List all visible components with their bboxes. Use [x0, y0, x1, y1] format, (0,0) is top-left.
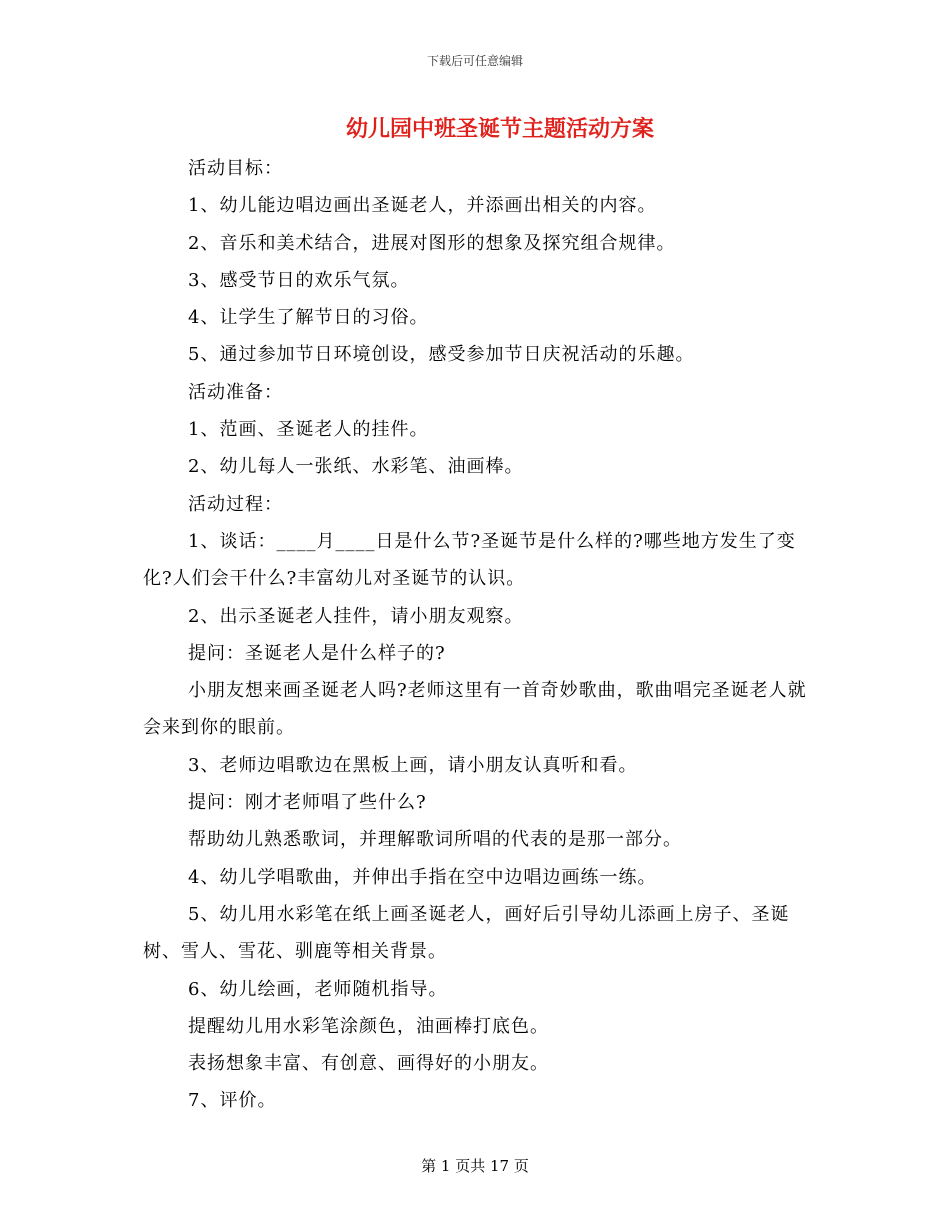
- header-note: 下载后可任意编辑: [426, 54, 523, 68]
- paragraph: 提问：刚才老师唱了些什么?: [188, 792, 427, 814]
- paragraph: 活动目标：: [188, 158, 283, 179]
- paragraph: 3、老师边唱歌边在黑板上画，请小朋友认真听和看。: [188, 754, 638, 776]
- paragraph: 1、谈话：____月____日是什么节?圣诞节是什么样的?哪些地方发生了变化?人们会干什么?丰富幼儿对圣诞节的认识。: [143, 530, 796, 590]
- paragraph: 5、幼儿用水彩笔在纸上画圣诞老人，画好后引导幼儿添画上房子、圣诞树、雪人、雪花、驯鹿等相关背景。: [143, 903, 790, 963]
- paragraph: 活动过程：: [188, 493, 283, 515]
- paragraph: 提醒幼儿用水彩笔涂颜色，油画棒打底色。: [188, 1015, 549, 1037]
- document-body: [143, 150, 823, 1120]
- paragraph: 3、感受节日的欢乐气氛。: [188, 269, 410, 291]
- paragraph: 6、幼儿绘画，老师随机指导。: [188, 978, 448, 1000]
- paragraph: 活动准备：: [188, 381, 283, 403]
- paragraph: 小朋友想来画圣诞老人吗?老师这里有一首奇妙歌曲，歌曲唱完圣诞老人就会来到你的眼前。: [143, 680, 807, 739]
- paragraph: 2、音乐和美术结合，进展对图形的想象及探究组合规律。: [188, 232, 676, 254]
- paragraph: 4、让学生了解节日的习俗。: [188, 307, 429, 329]
- paragraph: 4、幼儿学唱歌曲，并伸出手指在空中边唱边画练一练。: [188, 866, 657, 888]
- paragraph: 2、幼儿每人一张纸、水彩笔、油画棒。: [188, 456, 524, 478]
- paragraph: 提问：圣诞老人是什么样子的?: [188, 642, 446, 664]
- paragraph: 1、幼儿能边唱边画出圣诞老人，并添画出相关的内容。: [188, 195, 657, 217]
- paragraph: 5、通过参加节日环境创设，感受参加节日庆祝活动的乐趣。: [188, 344, 695, 366]
- paragraph: 帮助幼儿熟悉歌词，并理解歌词所唱的代表的是那一部分。: [188, 829, 682, 851]
- document-title: 幼儿园中班圣诞节主题活动方案: [345, 116, 654, 142]
- paragraph: 7、评价。: [188, 1090, 277, 1112]
- paragraph: 2、出示圣诞老人挂件，请小朋友观察。: [188, 605, 524, 627]
- paragraph: 1、范画、圣诞老人的挂件。: [188, 419, 429, 441]
- paragraph: 表扬想象丰富、有创意、画得好的小朋友。: [188, 1053, 549, 1075]
- page-footer: 第 1 页共 17 页: [421, 1157, 529, 1175]
